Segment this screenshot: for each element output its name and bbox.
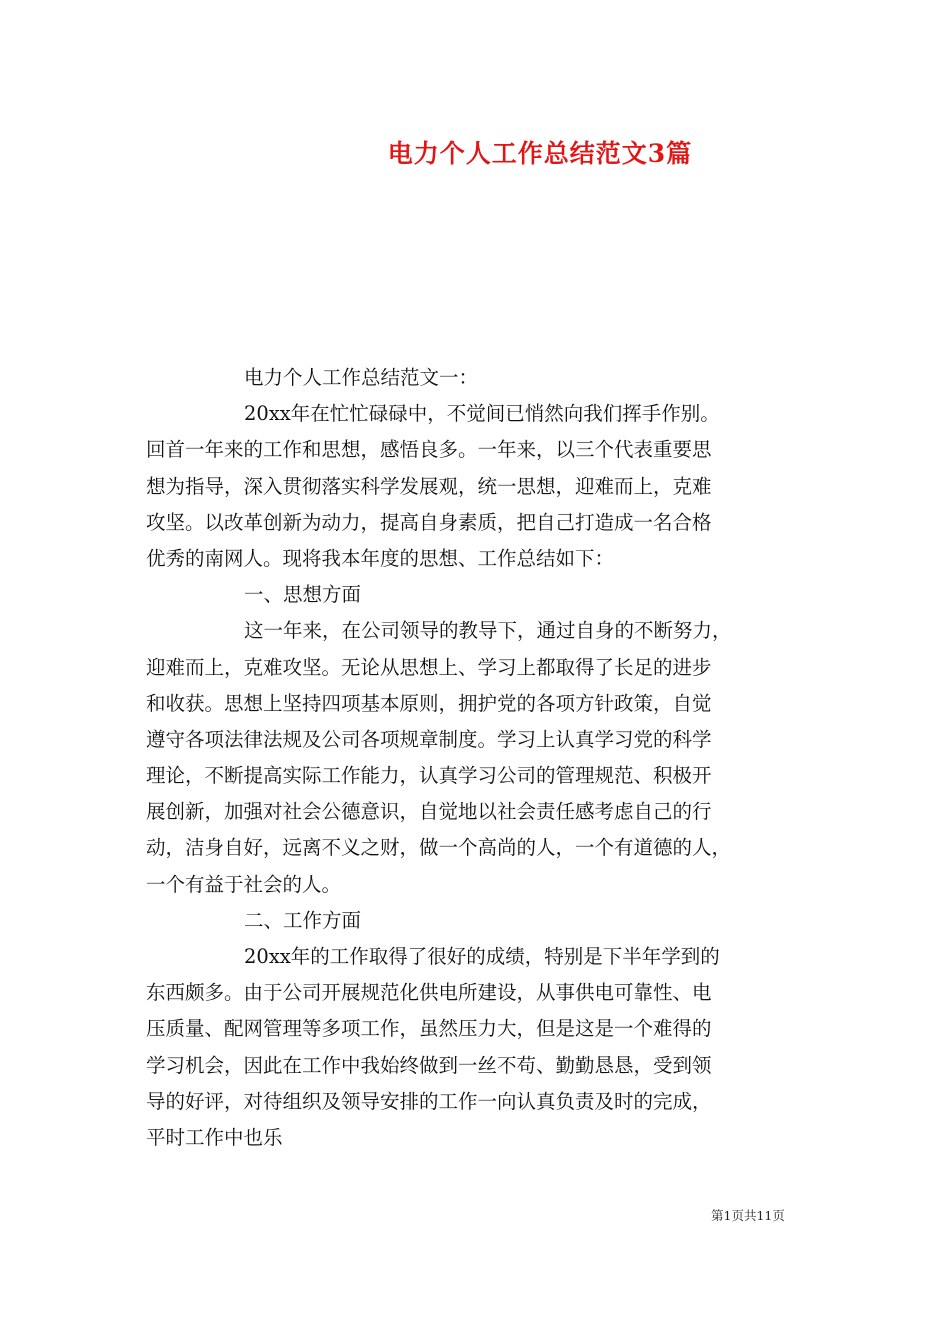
paragraph-line: 20xx年的工作取得了很好的成绩，特别是下半年学到的 bbox=[244, 945, 720, 968]
paragraph-line: 压质量、配网管理等多项工作，虽然压力大，但是这是一个难得的 bbox=[146, 1017, 712, 1041]
paragraph-line: 理论，不断提高实际工作能力，认真学习公司的管理规范、积极开 bbox=[146, 764, 712, 788]
document-title: 电力个人工作总结范文3篇 bbox=[387, 139, 693, 168]
paragraph-line: 遵守各项法律法规及公司各项规章制度。学习上认真学习党的科学 bbox=[146, 727, 712, 751]
paragraph-line: 平时工作中也乐 bbox=[146, 1125, 283, 1149]
paragraph-line: 展创新，加强对社会公德意识，自觉地以社会责任感考虑自己的行 bbox=[146, 800, 712, 824]
paragraph-line: 回首一年来的工作和思想，感悟良多。一年来，以三个代表重要思 bbox=[146, 438, 712, 462]
section-heading: 一、思想方面 bbox=[244, 583, 362, 607]
section-heading: 电力个人工作总结范文一： bbox=[244, 366, 479, 389]
section-heading: 二、工作方面 bbox=[244, 908, 362, 932]
paragraph-line: 这一年来，在公司领导的教导下，通过自身的不断努力， bbox=[244, 619, 732, 643]
document-body bbox=[146, 360, 810, 1156]
paragraph-line: 一个有益于社会的人。 bbox=[146, 872, 342, 896]
paragraph-line: 东西颇多。由于公司开展规范化供电所建设，从事供电可靠性、电 bbox=[146, 981, 712, 1005]
paragraph-line: 想为指导，深入贯彻落实科学发展观，统一思想，迎难而上，克难 bbox=[146, 474, 712, 498]
paragraph-line: 攻坚。以改革创新为动力，提高自身素质，把自己打造成一名合格 bbox=[146, 510, 712, 534]
paragraph-line: 和收获。思想上坚持四项基本原则，拥护党的各项方针政策，自觉 bbox=[146, 691, 712, 715]
paragraph-line: 学习机会，因此在工作中我始终做到一丝不苟、勤勤恳恳，受到领 bbox=[146, 1053, 712, 1077]
page-number-footer: 第1页共11页 bbox=[711, 1208, 785, 1223]
paragraph-line: 优秀的南网人。现将我本年度的思想、工作总结如下： bbox=[146, 546, 615, 570]
paragraph-line: 迎难而上，克难攻坚。无论从思想上、学习上都取得了长足的进步 bbox=[146, 655, 712, 679]
paragraph-line: 20xx年在忙忙碌碌中，不觉间已悄然向我们挥手作别。 bbox=[244, 402, 720, 426]
paragraph-line: 导的好评，对待组织及领导安排的工作一向认真负责及时的完成， bbox=[146, 1089, 712, 1113]
paragraph-line: 动，洁身自好，远离不义之财，做一个高尚的人，一个有道德的人， bbox=[146, 836, 732, 860]
